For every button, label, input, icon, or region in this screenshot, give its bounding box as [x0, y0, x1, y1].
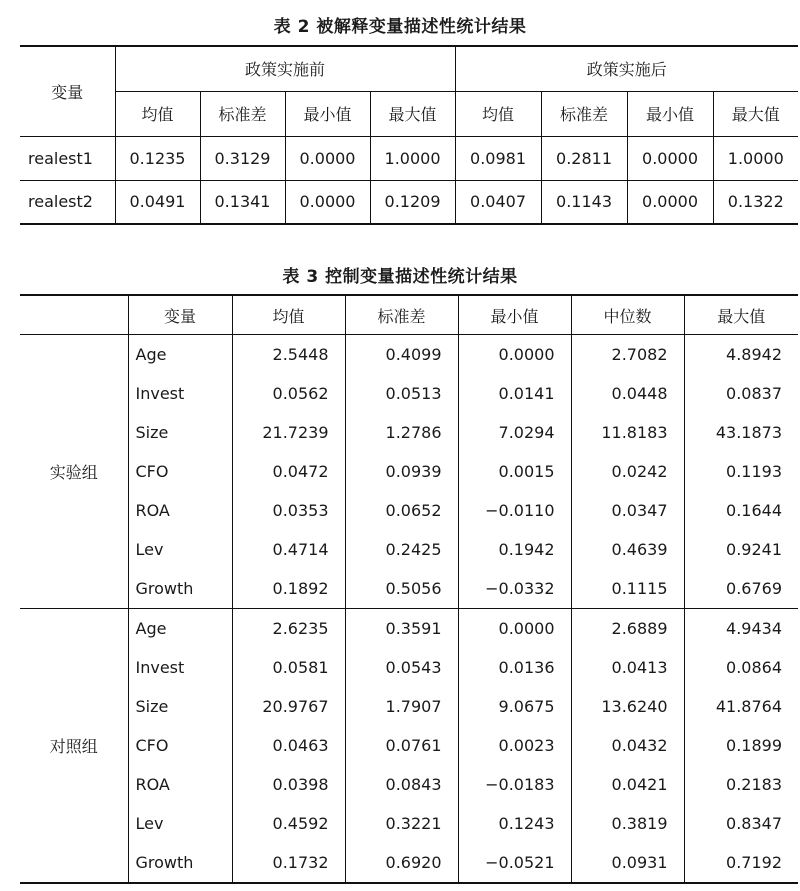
table3-header-cell: 均值 — [232, 295, 345, 335]
table3-cell: 0.0448 — [571, 374, 684, 413]
table3-cell: 0.7192 — [684, 843, 798, 883]
table3-cell: 2.7082 — [571, 335, 684, 375]
table3-cell: 0.0136 — [458, 648, 571, 687]
table3-cell: 0.0513 — [345, 374, 458, 413]
table3-cell: 0.0837 — [684, 374, 798, 413]
table2-before-header: 政策实施前 — [115, 46, 455, 91]
table3-cell: 0.0432 — [571, 726, 684, 765]
table3-var-name: Growth — [135, 579, 194, 598]
table3-cell: 0.0000 — [458, 335, 571, 375]
table3-cell: 1.7907 — [345, 687, 458, 726]
table3-var-name: CFO — [135, 462, 169, 481]
table3-cell: 0.0023 — [458, 726, 571, 765]
table3-cell: 0.0864 — [684, 648, 798, 687]
table3-cell: 0.5056 — [345, 569, 458, 609]
table2-stat-header: 均值 — [115, 91, 200, 136]
table3-cell: 0.1732 — [232, 843, 345, 883]
table2-cell: 0.1143 — [541, 180, 627, 224]
table2-cell: 0.1235 — [115, 136, 200, 180]
table3-cell: 0.0242 — [571, 452, 684, 491]
table-row — [20, 609, 798, 649]
table-row — [20, 843, 798, 883]
table3-group-label: 实验组 — [20, 335, 128, 609]
table2-row-label: realest2 — [28, 192, 93, 212]
table2-cell: 0.3129 — [200, 136, 285, 180]
table3-cell: −0.0521 — [458, 843, 571, 883]
table2-cell: 0.1322 — [713, 180, 798, 224]
table2-stat-header: 最大值 — [370, 91, 455, 136]
table3-cell: −0.0183 — [458, 765, 571, 804]
table3-header-cell: 变量 — [128, 295, 232, 335]
table-row — [20, 413, 798, 452]
table3-cell: 0.0398 — [232, 765, 345, 804]
table3-cell: 2.6889 — [571, 609, 684, 649]
table3-var-name: Growth — [135, 853, 194, 872]
table2-stat-header: 最大值 — [713, 91, 798, 136]
table3-cell: 0.1193 — [684, 452, 798, 491]
table3-cell: 0.0413 — [571, 648, 684, 687]
table2-cell: 0.0407 — [455, 180, 541, 224]
table3-header-cell: 最小值 — [458, 295, 571, 335]
table-row — [20, 491, 798, 530]
table3-cell: 0.0581 — [232, 648, 345, 687]
table3-cell: 13.6240 — [571, 687, 684, 726]
table2-cell: 0.1341 — [200, 180, 285, 224]
table2-var-header: 变量 — [51, 82, 84, 102]
table2-stat-header: 最小值 — [627, 91, 713, 136]
table3-cell: 9.0675 — [458, 687, 571, 726]
table2-cell: 1.0000 — [713, 136, 798, 180]
table-row — [20, 452, 798, 491]
table3-cell: 0.0421 — [571, 765, 684, 804]
table2-stat-header: 最小值 — [285, 91, 370, 136]
table3-var-name: Size — [135, 423, 169, 442]
table2-cell: 1.0000 — [370, 136, 455, 180]
table3-cell: 0.2183 — [684, 765, 798, 804]
table2-cell: 0.2811 — [541, 136, 627, 180]
table3-var-name: Age — [135, 345, 167, 364]
table-row — [20, 530, 798, 569]
table3-cell: 0.0141 — [458, 374, 571, 413]
table-row — [20, 335, 798, 375]
table3-cell: 0.3591 — [345, 609, 458, 649]
table3-cell: 0.0472 — [232, 452, 345, 491]
table2-stat-header: 标准差 — [541, 91, 627, 136]
table3-cell: 0.2425 — [345, 530, 458, 569]
table3-header-cell — [20, 295, 128, 335]
table-row — [20, 374, 798, 413]
table3-var-name: Lev — [135, 814, 164, 833]
table3-var-name: ROA — [135, 775, 170, 794]
table2-cell: 0.0000 — [285, 180, 370, 224]
table-row — [20, 569, 798, 609]
table2-cell: 0.0000 — [627, 136, 713, 180]
table2-row-label: realest1 — [28, 148, 93, 168]
table3-cell: 0.0843 — [345, 765, 458, 804]
table3-cell: 0.0015 — [458, 452, 571, 491]
table3-group-label: 对照组 — [20, 609, 128, 884]
table3-cell: 0.1115 — [571, 569, 684, 609]
table3-cell: 0.0463 — [232, 726, 345, 765]
table3-cell: 0.1942 — [458, 530, 571, 569]
table2-stat-header: 均值 — [455, 91, 541, 136]
table3-var-name: ROA — [135, 501, 170, 520]
table3-var-name: Age — [128, 609, 232, 649]
table3-header-cell: 标准差 — [345, 295, 458, 335]
table3-var-name: Size — [135, 697, 169, 716]
table3-cell: −0.0110 — [458, 491, 571, 530]
table2-caption: 表 2 被解释变量描述性统计结果 — [273, 17, 527, 37]
table3-var-name: Invest — [135, 658, 185, 677]
table2-cell: 0.0000 — [627, 180, 713, 224]
table3-cell: 0.1892 — [232, 569, 345, 609]
table3-cell: 4.8942 — [684, 335, 798, 375]
table-row — [20, 648, 798, 687]
table2-cell: 0.0000 — [285, 136, 370, 180]
table-row — [20, 804, 798, 843]
table3-caption: 表 3 控制变量描述性统计结果 — [282, 267, 518, 287]
table-row — [20, 765, 798, 804]
table3-cell: 0.0353 — [232, 491, 345, 530]
table3-cell: 0.4714 — [232, 530, 345, 569]
table3-cell: 0.0000 — [458, 609, 571, 649]
table3-cell: 1.2786 — [345, 413, 458, 452]
table2 — [20, 45, 798, 225]
table3-cell: −0.0332 — [458, 569, 571, 609]
table3-cell: 0.0347 — [571, 491, 684, 530]
table3-cell: 0.9241 — [684, 530, 798, 569]
table3-cell: 11.8183 — [571, 413, 684, 452]
table3-var-name: CFO — [135, 736, 169, 755]
table3-cell: 0.4592 — [232, 804, 345, 843]
table3-cell: 41.8764 — [684, 687, 798, 726]
table3-cell: 21.7239 — [232, 413, 345, 452]
table2-cell: 0.1209 — [370, 180, 455, 224]
table3-cell: 0.3819 — [571, 804, 684, 843]
table2-cell: 0.0981 — [455, 136, 541, 180]
table-row — [20, 180, 798, 224]
table3-cell: 2.6235 — [232, 609, 345, 649]
table3-cell: 0.1899 — [684, 726, 798, 765]
table3-cell: 0.3221 — [345, 804, 458, 843]
table3-header-cell: 中位数 — [571, 295, 684, 335]
table3-cell: 0.1243 — [458, 804, 571, 843]
table3-cell: 0.8347 — [684, 804, 798, 843]
table3-cell: 0.0543 — [345, 648, 458, 687]
table3-cell: 43.1873 — [684, 413, 798, 452]
table3-cell: 0.4639 — [571, 530, 684, 569]
table3-cell: 0.6920 — [345, 843, 458, 883]
table3-cell: 20.9767 — [232, 687, 345, 726]
table3-cell: 4.9434 — [684, 609, 798, 649]
table-row — [20, 687, 798, 726]
table3 — [20, 294, 798, 884]
table3-cell: 0.4099 — [345, 335, 458, 375]
table3-var-name: Lev — [135, 540, 164, 559]
table3-cell: 0.6769 — [684, 569, 798, 609]
table3-cell: 0.1644 — [684, 491, 798, 530]
table3-cell: 0.0562 — [232, 374, 345, 413]
table3-cell: 0.0939 — [345, 452, 458, 491]
table-row — [20, 136, 798, 180]
table2-stat-header: 标准差 — [200, 91, 285, 136]
table3-cell: 7.0294 — [458, 413, 571, 452]
table2-after-header: 政策实施后 — [455, 46, 798, 91]
table3-cell: 2.5448 — [232, 335, 345, 375]
table3-header-cell: 最大值 — [684, 295, 798, 335]
table3-var-name: Invest — [135, 384, 185, 403]
table3-cell: 0.0652 — [345, 491, 458, 530]
table3-cell: 0.0931 — [571, 843, 684, 883]
table-row — [20, 726, 798, 765]
table3-cell: 0.0761 — [345, 726, 458, 765]
table2-cell: 0.0491 — [115, 180, 200, 224]
